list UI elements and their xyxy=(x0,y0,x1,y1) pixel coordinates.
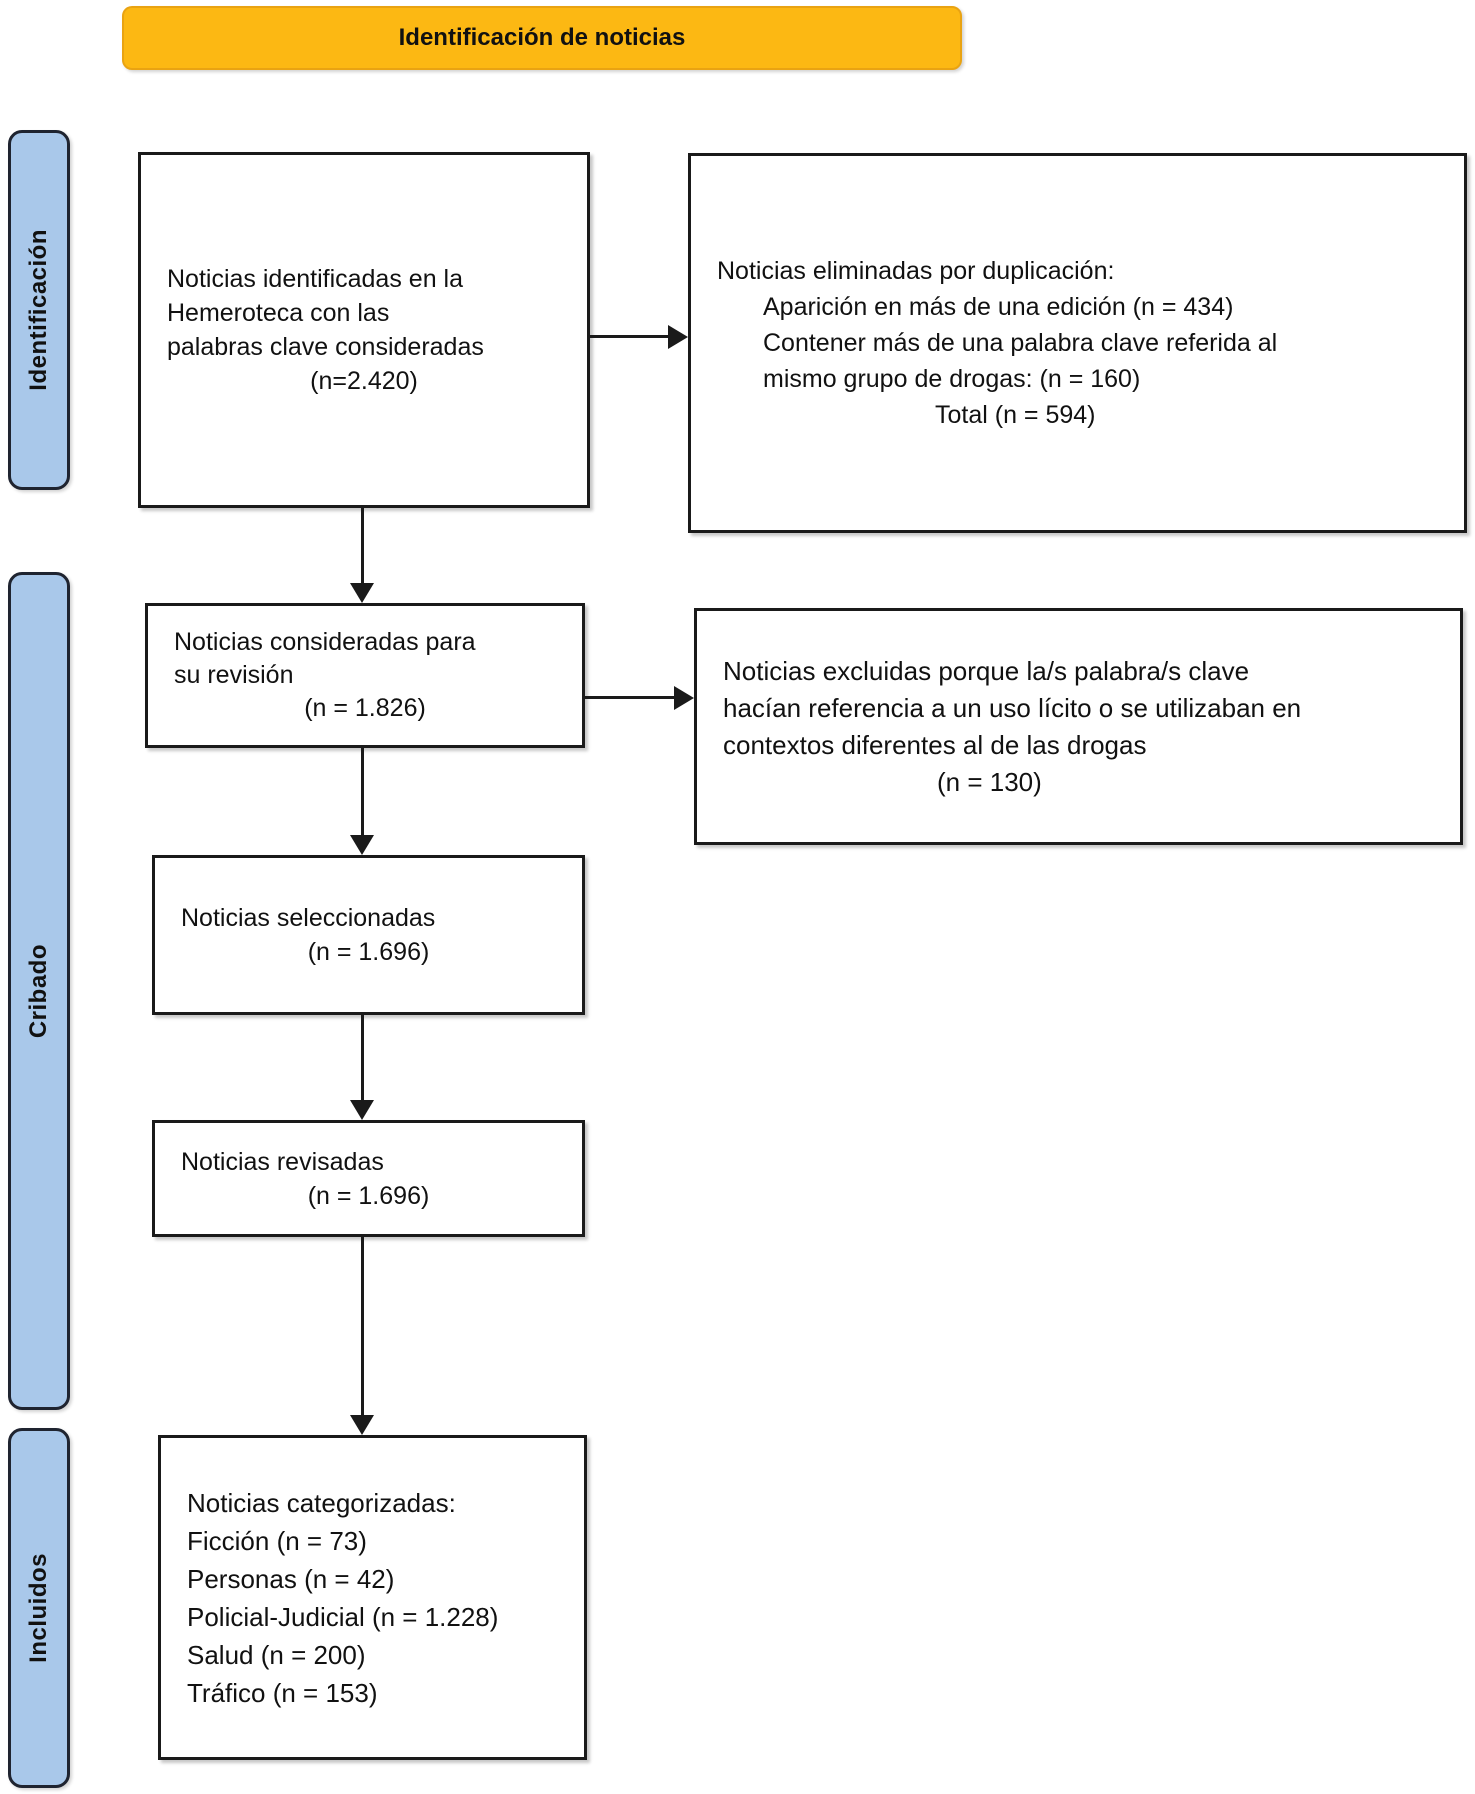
box-text-line: Ficción (n = 73) xyxy=(187,1525,367,1556)
diagram-title-banner xyxy=(122,6,962,70)
arrow-identified-to-considered-line xyxy=(361,508,364,585)
box-text-line: Salud (n = 200) xyxy=(187,1639,366,1670)
box-noticias-categorizadas xyxy=(158,1435,587,1760)
diagram-title: Identificación de noticias xyxy=(398,24,686,51)
arrow-considered-to-excluded-line xyxy=(585,696,676,699)
box-text-line: su revisión xyxy=(174,661,294,689)
box-count-line: (n = 130) xyxy=(937,766,1042,797)
arrow-down-icon xyxy=(350,583,374,603)
arrow-right-icon xyxy=(674,686,694,710)
stage-label-cribado: Cribado xyxy=(25,943,52,1039)
box-text-line: Hemeroteca con las xyxy=(167,299,390,327)
arrow-down-icon xyxy=(350,1100,374,1120)
box-text-line: Noticias excluidas porque la/s palabra/s clave xyxy=(723,655,1250,686)
box-count-line: (n = 1.826) xyxy=(304,694,426,722)
box-text-line: Tráfico (n = 153) xyxy=(187,1677,378,1708)
box-noticias-excluidas xyxy=(694,608,1463,845)
box-text-line: Personas (n = 42) xyxy=(187,1563,395,1594)
arrow-right-icon xyxy=(668,325,688,349)
box-text-line: Noticias consideradas para xyxy=(174,628,476,656)
box-count-line: (n = 1.696) xyxy=(307,938,430,966)
stage-bar-identificacion xyxy=(8,130,70,490)
box-text-line: Noticias revisadas xyxy=(181,1147,384,1176)
stage-label-identificacion: Identificación xyxy=(25,229,52,391)
stage-bar-cribado xyxy=(8,572,70,1410)
box-text-line: Policial-Judicial (n = 1.228) xyxy=(187,1601,499,1632)
box-noticias-revisadas xyxy=(152,1120,585,1237)
box-text-line: palabras clave consideradas xyxy=(167,333,484,361)
arrow-considered-to-selected-line xyxy=(361,748,364,837)
box-noticias-eliminadas-duplicacion xyxy=(688,153,1467,533)
arrow-down-icon xyxy=(350,835,374,855)
stage-label-incluidos: Incluidos xyxy=(25,1553,52,1663)
box-text-line: Noticias eliminadas por duplicación: xyxy=(717,257,1115,285)
box-text-line: Noticias categorizadas: xyxy=(187,1487,456,1518)
arrow-identified-to-duplicates-line xyxy=(590,335,670,338)
box-text-line: contextos diferentes al de las drogas xyxy=(723,729,1147,760)
arrow-down-icon xyxy=(350,1415,374,1435)
box-noticias-consideradas xyxy=(145,603,585,748)
stage-bar-incluidos xyxy=(8,1428,70,1788)
box-text-line: Contener más de una palabra clave referida al xyxy=(763,329,1278,357)
box-count-line: (n=2.420) xyxy=(310,367,418,395)
box-noticias-identificadas xyxy=(138,152,590,508)
arrow-selected-to-reviewed-line xyxy=(361,1015,364,1102)
arrow-reviewed-to-categorized-line xyxy=(361,1237,364,1417)
box-text-line: mismo grupo de drogas: (n = 160) xyxy=(763,365,1141,393)
box-text-line: Aparición en más de una edición (n = 434) xyxy=(763,293,1234,321)
box-text-line: hacían referencia a un uso lícito o se utilizaban en xyxy=(723,692,1302,723)
box-noticias-seleccionadas xyxy=(152,855,585,1015)
box-count-line: (n = 1.696) xyxy=(307,1181,430,1210)
box-text-line: Noticias identificadas en la xyxy=(167,265,463,293)
box-text-line: Noticias seleccionadas xyxy=(181,904,436,932)
box-count-line: Total (n = 594) xyxy=(935,401,1096,429)
